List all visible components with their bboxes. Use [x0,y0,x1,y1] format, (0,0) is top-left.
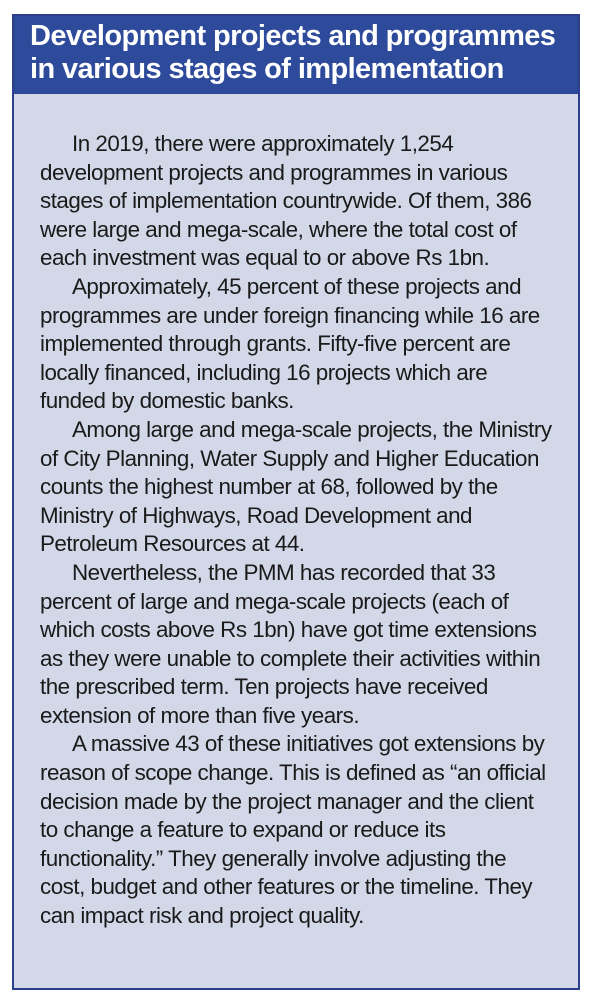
info-box-body [14,94,578,931]
paragraph-4: Nevertheless, the PMM has recorded that 33 percent of large and mega-scale projects (each of which costs above Rs 1bn) have got time extensions as they were unable to complete their activities within the prescribed term. Ten projects have received extension of more than five years. [40,559,541,728]
info-box-title: Development projects and programmes in various stages of implementation [30,20,556,85]
paragraph-1: In 2019, there were approximately 1,254 development projects and programmes in various stages of implementation countrywide. Of them, 386 were large and mega-scale, where the total cost of each investment was equal to or above Rs 1bn. [40,131,532,271]
info-box [12,14,580,990]
info-box-header [14,16,578,94]
paragraph-5: A massive 43 of these initiatives got extensions by reason of scope change. This is defined as “an official decision made by the project manager and the client to change a feature to expand or reduce its functionality.” They generally involve adjusting the cost, budget and other features or the timeline. They can impact risk and project quality. [40,731,546,929]
paragraph-3: Among large and mega-scale projects, the Ministry of City Planning, Water Supply and Higher Education counts the highest number at 68, followed by the Ministry of Highways, Road Development and Petroleum Resources at 44. [40,416,552,557]
paragraph-2: Approximately, 45 percent of these projects and programmes are under foreign financing while 16 are implemented through grants. Fifty-five percent are locally financed, including 16 projects which are funded by domestic banks. [40,273,540,414]
